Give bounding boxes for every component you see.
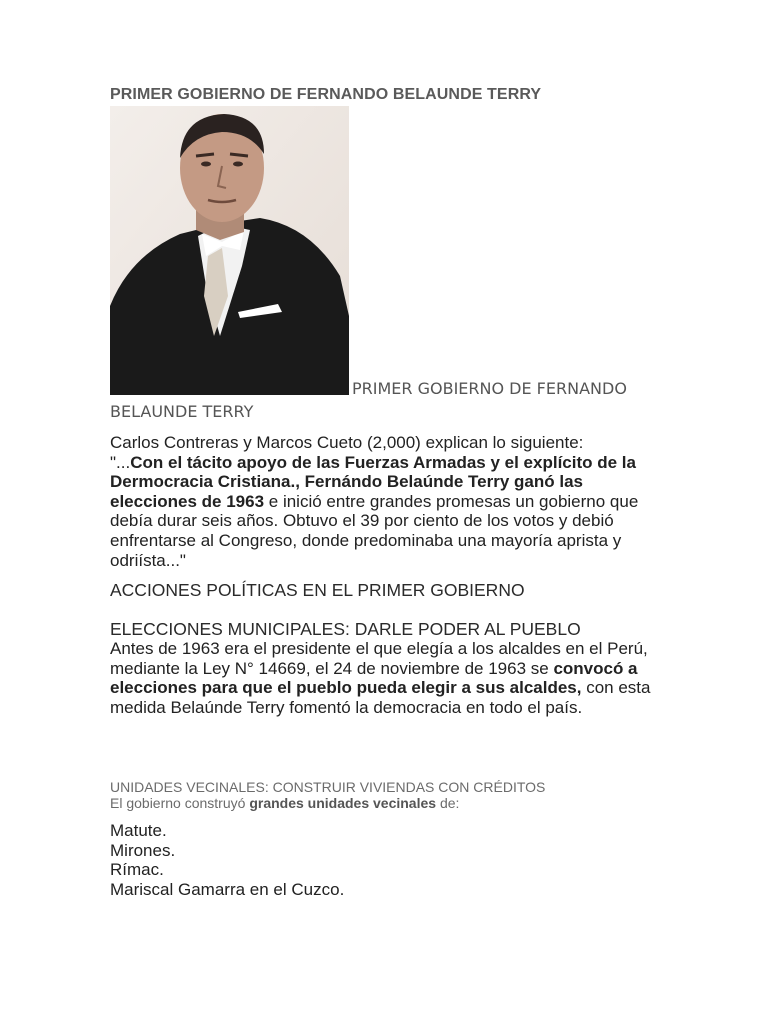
list-item: Mariscal Gamarra en el Cuzco. xyxy=(110,879,345,899)
municipales-paragraph xyxy=(110,639,655,717)
page-title: PRIMER GOBIERNO DE FERNANDO BELAUNDE TERRY xyxy=(110,86,542,103)
list-item: Mirones. xyxy=(110,840,176,860)
list-item: Matute. xyxy=(110,821,167,840)
list-item: Rímac. xyxy=(110,860,164,879)
quote-paragraph xyxy=(110,433,655,570)
unidades-heading: UNIDADES VECINALES: CONSTRUIR VIVIENDAS CON CRÉDITOS xyxy=(110,779,546,795)
unidades-bold: grandes unidades vecinales xyxy=(249,795,437,811)
unidades-text2: de: xyxy=(436,795,460,811)
municipales-bold: convocó a elecciones para que el pueblo pueda elegir a sus alcaldes, xyxy=(110,658,638,698)
municipales-text2: con esta medida Belaúnde Terry fomentó la democracia en todo el país. xyxy=(110,678,651,717)
portrait-photo xyxy=(110,106,349,395)
photo-caption-line2: BELAUNDE TERRY xyxy=(110,402,254,421)
unidades-text1: El gobierno construyó xyxy=(110,795,250,811)
quote-bold: Con el tácito apoyo de las Fuerzas Armadas y el explícito de la Dermocracia Cristiana., Fernándo Belaúnde Terry ganó las elecciones de 1963 xyxy=(110,452,636,511)
quote-body xyxy=(110,453,655,571)
acciones-heading: ACCIONES POLÍTICAS EN EL PRIMER GOBIERNO xyxy=(110,580,525,600)
quote-rest: e inició entre grandes promesas un gobierno que debía durar seis años. Obtuvo el 39 por ciento de los votos y debió enfrentarse al Congreso, donde predominaba una mayoría aprista y odriísta..." xyxy=(110,491,639,570)
unidades-paragraph xyxy=(110,795,459,811)
municipales-heading: ELECCIONES MUNICIPALES: DARLE PODER AL PUEBLO xyxy=(110,619,581,639)
quote-open: "... xyxy=(110,452,131,472)
municipales-text1: Antes de 1963 era el presidente el que elegía a los alcaldes en el Perú, mediante la Ley N° 14669, el 24 de noviembre de 1963 se xyxy=(110,639,648,678)
quote-intro: Carlos Contreras y Marcos Cueto (2,000) explican lo siguiente: xyxy=(110,433,584,452)
unidades-list xyxy=(110,821,344,899)
photo-caption-line1: PRIMER GOBIERNO DE FERNANDO xyxy=(352,379,627,398)
